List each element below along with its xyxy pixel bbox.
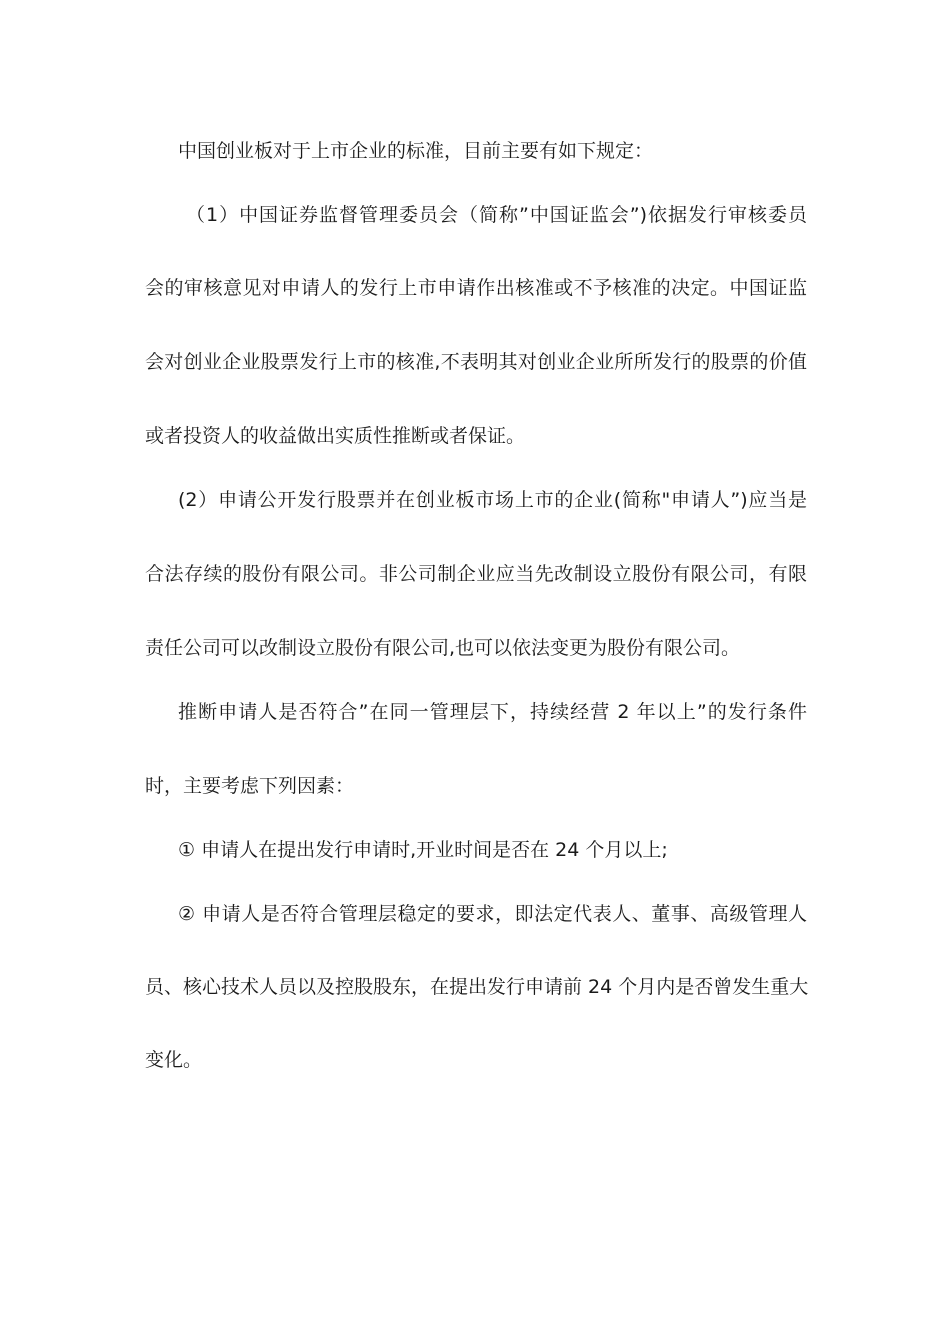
clause-2-line-2: 合法存续的股份有限公司。非公司制企业应当先改制设立股份有限公司，有限 — [145, 563, 807, 585]
factor-2-line-1: ② 申请人是否符合管理层稳定的要求，即法定代表人、董事、高级管理人 — [178, 903, 807, 925]
clause-2-line-1: (2）申请公开发行股票并在创业板市场上市的企业(简称"申请人”)应当是 — [178, 489, 807, 511]
clause-1-line-4: 或者投资人的收益做出实质性推断或者保证。 — [145, 425, 526, 447]
criteria-line-2: 时，主要考虑下列因素： — [145, 775, 355, 797]
clause-1-line-3: 会对创业企业股票发行上市的核准,不表明其对创业企业所所发行的股票的价值 — [145, 351, 807, 373]
factor-2-line-3: 变化。 — [145, 1049, 203, 1071]
factor-2-line-2: 员、核心技术人员以及控股股东，在提出发行申请前 24 个月内是否曾发生重大 — [145, 976, 809, 998]
criteria-line-1: 推断申请人是否符合”在同一管理层下，持续经营 2 年以上”的发行条件 — [178, 701, 807, 723]
clause-2-line-3: 责任公司可以改制设立股份有限公司,也可以依法变更为股份有限公司。 — [145, 637, 741, 659]
factor-1: ① 申请人在提出发行申请时,开业时间是否在 24 个月以上; — [178, 839, 668, 861]
intro-paragraph: 中国创业板对于上市企业的标准，目前主要有如下规定： — [178, 140, 654, 162]
clause-1-line-1: （1）中国证券监督管理委员会（简称”中国证监会”)依据发行审核委员 — [186, 204, 807, 226]
clause-1-line-2: 会的审核意见对申请人的发行上市申请作出核准或不予核准的决定。中国证监 — [145, 277, 807, 299]
